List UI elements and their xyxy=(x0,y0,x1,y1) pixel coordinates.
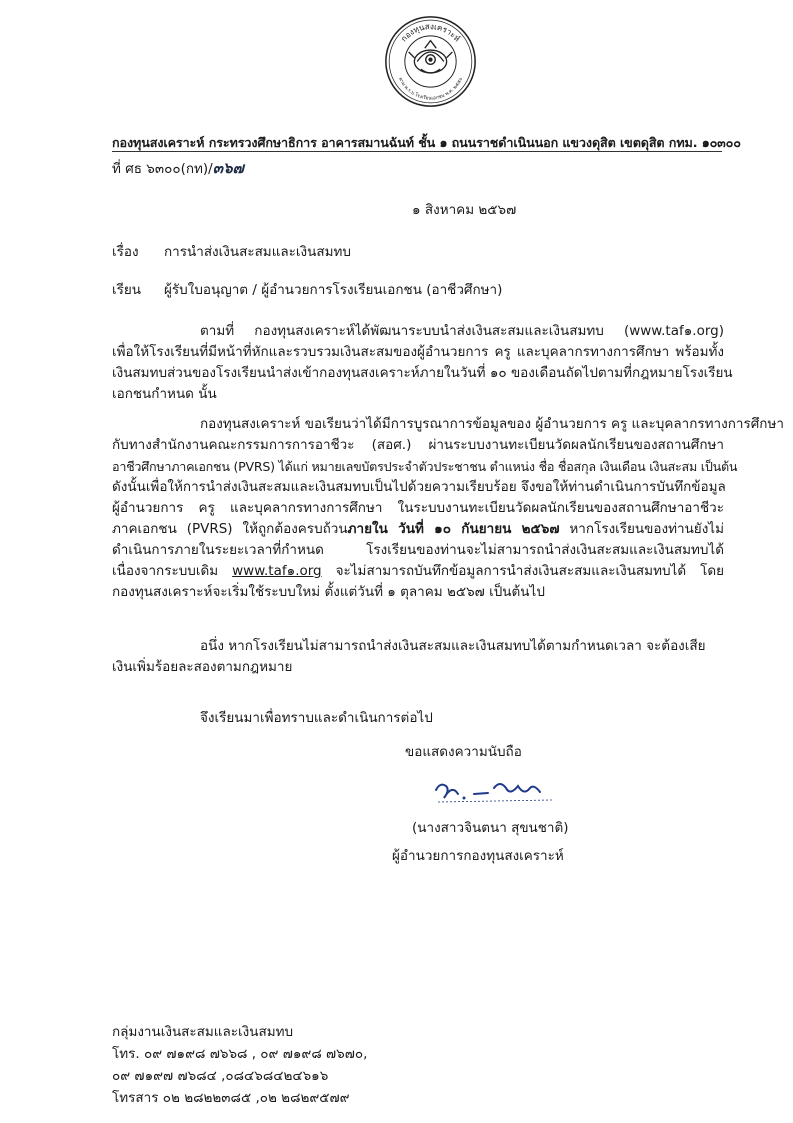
footer-fax: โทรสาร ๐๒ ๒๘๒๒๓๘๕ ,๐๒ ๒๘๒๙๕๗๙ xyxy=(112,1090,350,1106)
paragraph-line: ผู้อำนวยการ ครู และบุคลากรทางการศึกษา ในระบบงานทะเบียนวัดผลนักเรียนของสถานศึกษาอาชีวะ xyxy=(112,500,724,516)
deadline-tail: หากโรงเรียนของท่านยังไม่ xyxy=(559,521,724,537)
reference-number xyxy=(112,158,244,180)
footer-unit: กลุ่มงานเงินสะสมและเงินสมทบ xyxy=(112,1024,294,1040)
paragraph-line: เอกชนกำหนด นั้น xyxy=(112,386,217,402)
paragraph-line: เงินสมทบส่วนของโรงเรียนนำส่งเข้ากองทุนสงเคราะห์ภายในวันที่ ๑๐ ของเดือนถัดไปตามที่กฎหมายโรงเรียน xyxy=(112,365,733,381)
paragraph-1 xyxy=(112,321,733,405)
signatory-position: ผู้อำนวยการกองทุนสงเคราะห์ xyxy=(392,848,564,864)
seal-bottom-text: ตาม พ.ร.บ.โรงเรียนเอกชน พ.ศ. ๒๕๕๐ xyxy=(396,76,465,102)
paragraph-3 xyxy=(112,636,724,678)
seal-top-text: กองทุนสงเคราะห์ xyxy=(399,22,462,44)
deadline-date: ภายใน วันที่ ๑๐ กันยายน ๒๕๖๗ xyxy=(347,521,560,537)
footer-phone-1: โทร. ๐๙ ๗๑๙๘ ๗๖๖๘ , ๐๙ ๗๑๙๘ ๗๖๗๐, xyxy=(112,1046,368,1062)
paragraph-line: ดังนั้นเพื่อให้การนำส่งเงินสะสมและเงินสมทบเป็นไปด้วยความเรียบร้อย จึงขอให้ท่านดำเนินการบันทึกข้อมูล xyxy=(112,479,726,495)
signature-icon xyxy=(430,776,560,806)
letterhead-divider xyxy=(112,151,722,152)
taf1-website-link[interactable]: www.taf๑.org xyxy=(232,563,322,579)
paragraph-line: เงินเพิ่มร้อยละสองตามกฎหมาย xyxy=(112,659,293,675)
paragraph-line: กับทางสำนักงานคณะกรรมการการอาชีวะ (สอศ.) ผ่านระบบงานทะเบียนวัดผลนักเรียนของสถานศึกษา xyxy=(112,437,724,453)
footer-phone-2: ๐๙ ๗๑๙๗ ๗๖๘๔ ,๐๘๔๖๘๔๒๔๖๑๖ xyxy=(112,1068,329,1084)
fund-seal-icon xyxy=(383,14,478,109)
svg-text:ตาม พ.ร.บ.โรงเรียนเอกชน พ.ศ. ๒ xyxy=(397,77,464,102)
paragraph-2 xyxy=(112,414,784,603)
paragraph-line: อนึ่ง หากโรงเรียนไม่สามารถนำส่งเงินสะสมและเงินสมทบได้ตามกำหนดเวลา จะต้องเสีย xyxy=(200,638,706,654)
link-tail: จะไม่สามารถบันทึกข้อมูลการนำส่งเงินสะสมและเงินสมทบได้ โดย xyxy=(321,563,725,579)
reference-prefix: ที่ ศธ ๖๓๐๐(กท)/ xyxy=(112,161,213,177)
letter-date: ๑ สิงหาคม ๒๕๖๗ xyxy=(412,202,517,218)
link-intro: เนื่องจากระบบเดิม xyxy=(112,563,233,579)
paragraph-line-deadline xyxy=(112,519,724,540)
letterhead-address: กองทุนสงเคราะห์ กระทรวงศึกษาธิการ อาคารสมานฉันท์ ชั้น ๑ ถนนราชดำเนินนอก แขวงดุสิต เขตดุสิต กทม. ๑๐๓๐๐ xyxy=(112,135,741,150)
closing-line: จึงเรียนมาเพื่อทราบและดำเนินการต่อไป xyxy=(200,710,433,726)
paragraph-line-link xyxy=(112,561,724,582)
signatory-name: (นางสาวจินตนา สุขนชาติ) xyxy=(412,820,569,836)
reference-handwritten-number: ๓๖๗ xyxy=(212,159,244,177)
paragraph-line: ดำเนินการภายในระยะเวลาที่กำหนด โรงเรียนของท่านจะไม่สามารถนำส่งเงินสะสมและเงินสมทบได้ xyxy=(112,542,724,558)
subject-label: เรื่อง xyxy=(112,244,139,260)
paragraph-line: เพื่อให้โรงเรียนที่มีหน้าที่หักและรวบรวมเงินสะสมของผู้อำนวยการ ครู และบุคลากรทางการศึกษา พร้อมทั้ง xyxy=(112,344,724,360)
paragraph-line: กองทุนสงเคราะห์จะเริ่มใช้ระบบใหม่ ตั้งแต่วันที่ ๑ ตุลาคม ๒๕๖๗ เป็นต้นไป xyxy=(112,584,545,600)
paragraph-line: กองทุนสงเคราะห์ ขอเรียนว่าได้มีการบูรณาการข้อมูลของ ผู้อำนวยการ ครู และบุคลากรทางการศึกษา xyxy=(200,416,784,432)
regards: ขอแสดงความนับถือ xyxy=(405,744,522,760)
recipient-label: เรียน xyxy=(112,282,142,298)
paragraph-line: ตามที่ กองทุนสงเคราะห์ได้พัฒนาระบบนำส่งเงินสะสมและเงินสมทบ (www.taf๑.org) xyxy=(200,323,724,339)
subject-text: การนำส่งเงินสะสมและเงินสมทบ xyxy=(164,244,351,260)
paragraph-line: อาชีวศึกษาภาคเอกชน (PVRS) ได้แก่ หมายเลขบัตรประจำตัวประชาชน ตำแหน่ง ชื่อ ชื่อสกุล เงินเดือน เงินสะสม เป็นต้น xyxy=(112,459,738,474)
recipient-text: ผู้รับใบอนุญาต / ผู้อำนวยการโรงเรียนเอกชน (อาชีวศึกษา) xyxy=(164,282,503,298)
deadline-intro: ภาคเอกชน (PVRS) ให้ถูกต้องครบถ้วน xyxy=(112,521,348,537)
